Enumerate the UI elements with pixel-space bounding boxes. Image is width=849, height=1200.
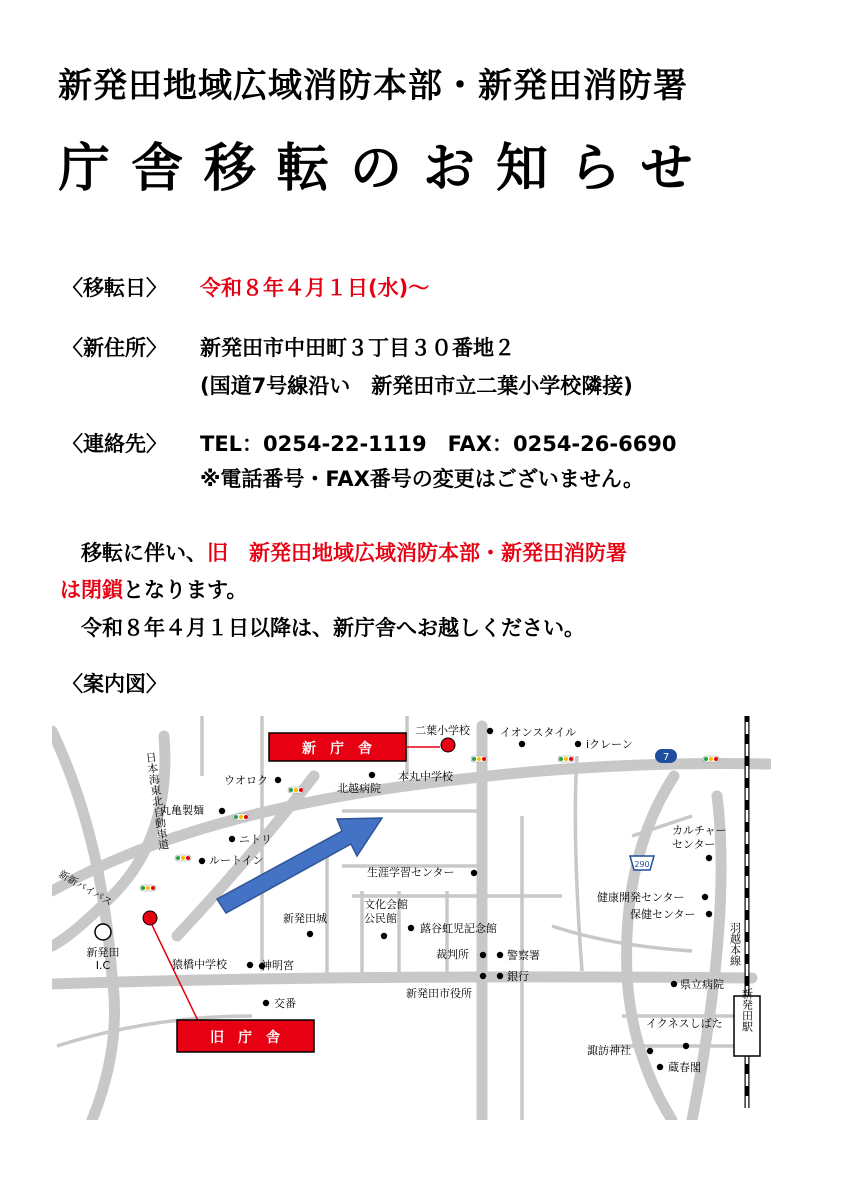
landmark-honmaru-dot — [369, 772, 375, 778]
landmark-suwa: 諏訪神社 — [587, 1044, 631, 1057]
landmark-aeon-dot — [519, 741, 525, 747]
route7-label: 7 — [662, 752, 670, 763]
ic-marker — [95, 924, 111, 940]
new-office-marker — [441, 738, 455, 752]
landmark-bunka: 文化会館公民館 — [364, 898, 408, 925]
landmark-police-dot — [497, 952, 503, 958]
landmark-ikunesu-dot — [683, 1043, 689, 1049]
landmark-honmaru: 本丸中学校 — [398, 770, 453, 783]
landmark-uoroku-dot — [275, 777, 281, 783]
landmark-hoken: 保健センター — [630, 908, 696, 921]
landmark-koban: 交番 — [274, 997, 296, 1010]
old-office-marker — [143, 911, 157, 925]
contact-label: 〈連絡先〉 — [62, 432, 167, 456]
notice-line2-red: は閉鎖 — [60, 578, 123, 602]
landmark-koban-dot — [263, 1000, 269, 1006]
landmark-shinmei: 神明宮 — [261, 959, 294, 972]
route290-label: 290 — [634, 860, 650, 869]
landmark-culture: カルチャーセンター — [672, 824, 727, 851]
landmark-routeinn: ルートイン — [209, 854, 264, 867]
landmark-bank: 銀行 — [507, 970, 529, 983]
contact-line2: ※電話番号・FAX番号の変更はございません。 — [200, 467, 645, 491]
map-section-label: 〈案内図〉 — [62, 672, 167, 696]
landmark-lifelong-dot — [471, 870, 477, 876]
notice-line1 — [60, 537, 627, 567]
ic-label: 新発田 I.C — [86, 946, 120, 972]
notice-line1-prefix: 移転に伴い、 — [60, 541, 207, 565]
move-date-label: 〈移転日〉 — [62, 276, 167, 300]
expressway-label: 日本海東北自動車道 — [143, 751, 171, 851]
landmark-cityhall: 新発田市役所 — [406, 987, 472, 1000]
landmark-icrane-dot — [575, 741, 581, 747]
landmark-culture-dot — [706, 855, 712, 861]
address-line1: 新発田市中田町３丁目３０番地２ — [200, 336, 515, 360]
landmark-kenkou-dot — [702, 894, 708, 900]
landmark-nitori: ニトリ — [239, 833, 272, 846]
landmark-futaba: 二葉小学校 — [415, 724, 470, 737]
landmark-nitori-dot — [229, 836, 235, 842]
landmark-bunka-dot — [381, 933, 387, 939]
landmark-castle-dot — [307, 931, 313, 937]
landmark-routeinn-dot — [199, 858, 205, 864]
route290-shield — [630, 856, 654, 870]
new-office-label: 新 庁 舎 — [302, 741, 372, 757]
move-date-value: 令和８年４月１日(水)～ — [200, 276, 430, 300]
bypass-label: 新新バイパス — [56, 869, 114, 909]
landmark-court: 裁判所 — [436, 948, 469, 961]
landmark-sarubashi: 猿橋中学校 — [172, 958, 227, 971]
landmark-aeon: イオンスタイル — [500, 726, 577, 739]
landmark-cityhall-dot — [480, 973, 486, 979]
guide-map — [52, 716, 771, 1120]
contact-line1: TEL：0254-22-1119 FAX：0254-26-6690 — [200, 432, 677, 456]
landmark-police: 警察署 — [507, 949, 540, 962]
landmark-lifelong: 生涯学習センター — [367, 866, 455, 879]
landmark-hospital: 県立病院 — [680, 978, 724, 991]
landmark-rokoka-dot — [408, 925, 414, 931]
landmark-zoshun: 蔵春閣 — [668, 1061, 701, 1074]
landmark-ikunesu: イクネスしばた — [646, 1017, 723, 1030]
landmark-futaba-dot — [487, 728, 493, 734]
landmark-marukame-dot — [219, 808, 225, 814]
notice-line3: 令和８年４月１日以降は、新庁舎へお越しください。 — [60, 616, 585, 640]
landmark-bank-dot — [497, 973, 503, 979]
route7-shield — [655, 749, 677, 763]
landmark-uoroku: ウオロク — [224, 774, 268, 787]
old-office-label: 旧 庁 舎 — [210, 1030, 280, 1046]
address-line2: (国道7号線沿い 新発田市立二葉小学校隣接) — [200, 374, 633, 398]
station-label: 新発田駅 — [740, 988, 754, 1032]
rail-line-label: 羽越本線 — [728, 922, 742, 966]
landmark-hokuetsu: 北越病院 — [337, 782, 381, 795]
landmark-court-dot — [480, 952, 486, 958]
landmark-marukame: 丸亀製麺 — [160, 804, 204, 817]
notice-line2 — [60, 574, 247, 604]
page-title: 新発田地域広域消防本部・新発田消防署 — [58, 66, 688, 106]
landmark-sarubashi-dot — [247, 962, 253, 968]
notice-heading: 庁舎移転のお知らせ — [58, 139, 714, 199]
landmark-zoshun-dot — [657, 1064, 663, 1070]
landmark-hoken-dot — [706, 911, 712, 917]
address-label: 〈新住所〉 — [62, 336, 167, 360]
notice-line2-suffix: となります。 — [123, 578, 248, 602]
landmark-kenkou: 健康開発センター — [597, 891, 685, 904]
landmark-icrane: iクレーン — [586, 738, 633, 751]
landmark-castle: 新発田城 — [283, 912, 327, 925]
landmark-suwa-dot — [647, 1048, 653, 1054]
notice-line1-red: 旧 新発田地域広域消防本部・新発田消防署 — [207, 541, 627, 565]
landmark-hospital-dot — [671, 981, 677, 987]
landmark-rokoka: 蕗谷虹児記念館 — [420, 922, 497, 935]
